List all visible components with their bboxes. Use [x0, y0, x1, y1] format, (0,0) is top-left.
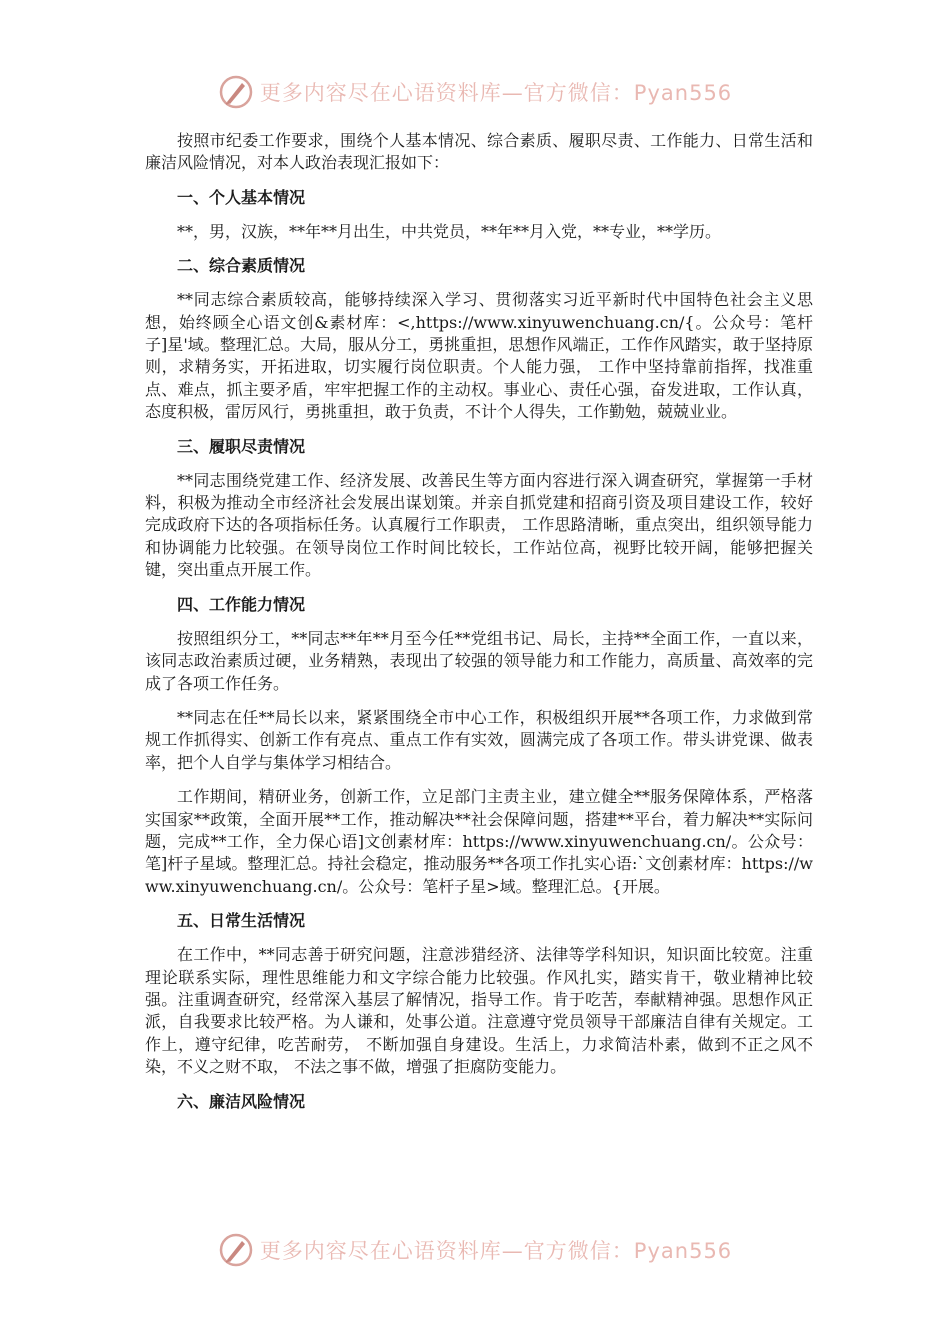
section-heading: 二、综合素质情况 — [177, 256, 306, 276]
body-paragraph: 按照市纪委工作要求，围绕个人基本情况、综合素质、履职尽责、工作能力、日常生活和廉洁风险情况，对本人政治表现汇报如下： — [145, 131, 813, 173]
body-paragraph: **同志综合素质较高，能够持续深入学习、贯彻落实习近平新时代中国特色社会主义思想，始终顾全心语文创&素材库：<,https://www.xinyuwenchuang.cn/{。公众号：笔杆子]星'域。整理汇总。大局，服从分工，勇挑重担，思想作风端正，工作作风踏实，敢于坚持原则，求精务实，开拓进取，切实履行岗位职责。个人能力强， 工作中坚持靠前指挥，找准重点、难点，抓主要矛盾，牢牢把握工作的主动权。事业心、责任心强，奋发进取，工作认真，态度积极，雷厉风行，勇挑重担，敢于负责，不计个人得失，工作勤勉，兢兢业业。 — [145, 290, 813, 422]
body-paragraph: **同志围绕党建工作、经济发展、改善民生等方面内容进行深入调查研究，掌握第一手材料，积极为推动全市经济社会发展出谋划策。并亲自抓党建和招商引资及项目建设工作，较好完成政府下达的各项指标任务。认真履行工作职责， 工作思路清晰，重点突出，组织领导能力和协调能力比较强。在领导岗位工作时间比较长，工作站位高，视野比较开阔，能够把握关键，突出重点开展工作。 — [145, 470, 813, 580]
quill-logo-icon — [218, 74, 254, 110]
section-heading: 六、廉洁风险情况 — [177, 1091, 306, 1111]
watermark-banner-bottom — [0, 1230, 950, 1270]
watermark-text: 更多内容尽在心语资料库—官方微信：Pyan556 — [259, 81, 733, 105]
section-heading: 三、履职尽责情况 — [177, 436, 306, 456]
section-heading: 四、工作能力情况 — [177, 594, 306, 614]
section-heading: 五、日常生活情况 — [177, 911, 306, 931]
quill-logo-icon — [218, 1232, 254, 1268]
body-paragraph: 工作期间，精研业务，创新工作，立足部门主责主业，建立健全**服务保障体系，严格落实国家**政策，全面开展**工作，推动解决**社会保障问题，搭建**平台，着力解决**实际问题，完成**工作，全力保心语]文创素材库：https://www.xinyuwenchuang.cn/。公众号：笔]杆子星域。整理汇总。持社会稳定，推动服务**各项工作扎实心语:`文创素材库：https://www.xinyuwenchuang.cn/。公众号：笔杆子星>域。整理汇总。{开展。 — [145, 787, 813, 896]
watermark-text: 更多内容尽在心语资料库—官方微信：Pyan556 — [259, 1239, 733, 1263]
body-paragraph: 按照组织分工，**同志**年**月至今任**党组书记、局长，主持**全面工作，一直以来，该同志政治素质过硬，业务精熟，表现出了较强的领导能力和工作能力，高质量、高效率的完成了各项工作任务。 — [145, 628, 813, 693]
body-paragraph: 在工作中，**同志善于研究问题，注意涉猎经济、法律等学科知识，知识面比较宽。注重理论联系实际，理性思维能力和文字综合能力比较强。作风扎实，踏实肯干，敬业精神比较强。注重调查研究，经常深入基层了解情况，指导工作。肯于吃苦，奉献精神强。思想作风正派，自我要求比较严格。为人谦和，处事公道。注意遵守党员领导干部廉洁自律有关规定。工作上，遵守纪律，吃苦耐劳， 不断加强自身建设。生活上，力求简洁朴素，做到不正之风不染，不义之财不取， 不法之事不做，增强了拒腐防变能力。 — [145, 945, 813, 1077]
body-paragraph: **，男，汉族，**年**月出生，中共党员，**年**月入党，**专业，**学历。 — [177, 221, 722, 241]
watermark-banner-top — [0, 72, 950, 112]
body-paragraph: **同志在任**局长以来，紧紧围绕全市中心工作，积极组织开展**各项工作，力求做到常规工作抓得实、创新工作有亮点、重点工作有实效，圆满完成了各项工作。带头讲党课、做表率，把个人自学与集体学习相结合。 — [145, 707, 813, 772]
section-heading: 一、个人基本情况 — [177, 187, 306, 207]
document-body — [145, 130, 813, 1125]
